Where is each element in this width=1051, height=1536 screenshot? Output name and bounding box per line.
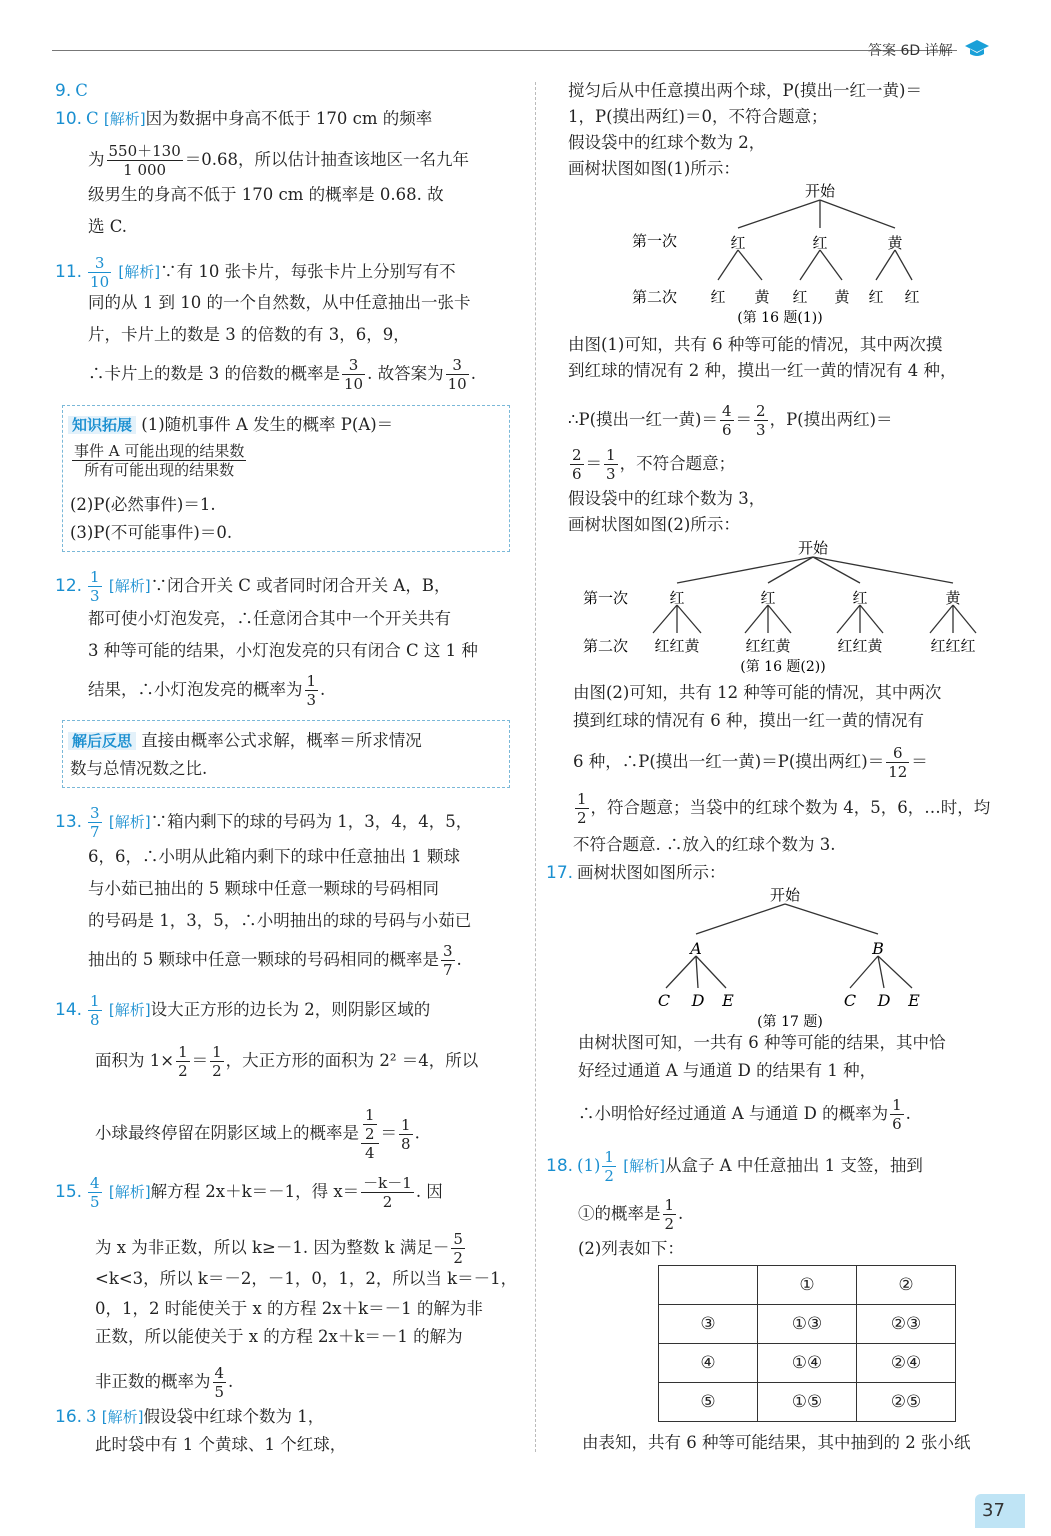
reflect-line2: 数与总情况数之比. <box>70 759 208 778</box>
q11-line4: ∴卡片上的数是 3 的倍数的概率是 $\frac{3}{10}$ . 故答案为 $\frac{3}{10}$ . <box>88 356 476 393</box>
table-row <box>659 1344 956 1383</box>
q16-r8: $\frac{2}{6}$ ＝ $\frac{1}{3}$ ，不符合题意； <box>572 446 736 483</box>
table-cell: ⑤ <box>659 1383 758 1422</box>
tree3-l2-node: E <box>908 991 920 1010</box>
q16-r12: 摸到红球的情况有 6 种，摸出一红一黄的情况有 <box>573 711 924 730</box>
q18-line4: 由表知，共有 6 种等可能结果，其中抽到的 2 张小纸 <box>582 1433 971 1452</box>
table-cell: ②③ <box>857 1305 956 1344</box>
header-title: 答案 6D 详解 <box>868 43 953 59</box>
q12-line1: 12. $\frac{1}{3}$ [解析]∵闭合开关 C 或者同时闭合开关 A，B， <box>55 568 451 605</box>
reflect-line1: 解后反思 直接由概率公式求解，概率＝所求情况 <box>68 730 422 752</box>
table-cell: ③ <box>659 1305 758 1344</box>
q16-r2: 1，P(摸出两红)＝0，不符合题意； <box>568 107 828 126</box>
tree-diagram-3 <box>640 882 940 1032</box>
tree1-l2-node: 红 <box>792 288 808 306</box>
knowledge-fraction: 事件 A 可能出现的结果数 所有可能出现的结果数 <box>74 442 245 479</box>
table-cell: ④ <box>659 1344 758 1383</box>
q15-line4: 0，1，2 时能使关于 x 的方程 2x＋k＝－1 的解为非 <box>95 1299 483 1318</box>
q16-r6: 到红球的情况有 2 种，摸出一红一黄的情况有 4 种， <box>568 361 957 380</box>
tree2-l1-node: 黄 <box>945 589 961 607</box>
tree2-caption: (第 16 题(2)) <box>740 659 826 675</box>
q16-r7: ∴P(摸出一红一黄)＝ $\frac{4}{6}$ ＝ $\frac{2}{3}$ ，P(摸出两红)＝ <box>568 402 893 439</box>
knowledge-line2: (2)P(必然事件)＝1. <box>70 495 216 514</box>
table-row <box>659 1305 956 1344</box>
table-cell <box>659 1266 758 1305</box>
q16-r1: 搅匀后从中任意摸出两个球，P(摸出一红一黄)＝ <box>568 81 922 100</box>
table-cell: ①④ <box>758 1344 857 1383</box>
q11-line1: 11. $\frac{3}{10}$ [解析]∵有 10 张卡片，每张卡片上分别写有不 <box>55 254 456 291</box>
q16-r5: 由图(1)可知，共有 6 种等可能的情况，其中两次摸 <box>568 335 943 354</box>
q10-line4: 选 C. <box>88 217 128 236</box>
q10-line1: 10. C [解析]因为数据中身高不低于 170 cm 的频率 <box>55 109 433 129</box>
tree1-l1-node: 黄 <box>887 234 903 252</box>
column-divider <box>535 82 536 1452</box>
tree1-l1-node: 红 <box>812 234 828 252</box>
q17-line1: 由树状图可知，一共有 6 种等可能的结果，其中恰 <box>578 1033 946 1052</box>
outcome-table <box>658 1265 956 1422</box>
q12-line3: 3 种等可能的结果，小灯泡发亮的只有闭合 C 这 1 种 <box>88 641 478 660</box>
header-rule <box>52 50 957 51</box>
q15-line1: 15. $\frac{4}{5}$ [解析]解方程 2x＋k＝－1，得 x＝ $\frac{-k-1}{2}$ . 因 <box>55 1174 443 1211</box>
knowledge-line1: 知识拓展 (1)随机事件 A 发生的概率 P(A)＝ <box>68 414 393 436</box>
q14-line2: 面积为 1× $\frac{1}{2}$ ＝ $\frac{1}{2}$ ，大正方形的面积为 2² ＝4，所以 <box>95 1043 479 1080</box>
q15-line5: 正数，所以能使关于 x 的方程 2x＋k＝－1 的解为 <box>95 1327 463 1346</box>
table-cell: ②⑤ <box>857 1383 956 1422</box>
q16-r11: 由图(2)可知，共有 12 种等可能的情况，其中两次 <box>573 683 942 702</box>
tree3-l2-node: D <box>877 991 891 1010</box>
table-cell: ①⑤ <box>758 1383 857 1422</box>
q13-line5: 抽出的 5 颗球中任意一颗球的号码相同的概率是 $\frac{3}{7}$ . <box>88 942 462 979</box>
tree1-l1-node: 红 <box>730 234 746 252</box>
q13-line1: 13. $\frac{3}{7}$ [解析]∵箱内剩下的球的号码为 1，3，4，4，5， <box>55 804 473 841</box>
tree1-start: 开始 <box>804 182 836 200</box>
tree2-l1-node: 红 <box>760 589 776 607</box>
tree2-l2-node: 红红黄 <box>654 637 700 655</box>
tree3-caption: (第 17 题) <box>757 1014 823 1030</box>
tree1-l2-node: 红 <box>904 288 920 306</box>
tree-diagram-1 <box>620 180 940 330</box>
tree-diagram-2 <box>575 535 995 680</box>
q11-line2: 同的从 1 到 10 的一个自然数，从中任意抽出一张卡 <box>88 293 471 312</box>
q13-line4: 的号码是 1，3，5，∴小明抽出的球的号码与小茹已 <box>88 911 472 930</box>
q16-r14: $\frac{1}{2}$ ，符合题意；当袋中的红球个数为 4，5，6，…时，均 <box>577 790 991 827</box>
tree2-row1-label: 第一次 <box>583 589 629 607</box>
q14-line3: 小球最终停留在阴影区域上的概率是 $\frac{\frac{1}{2}}{4}$ ＝ $\frac{1}{8}$ . <box>95 1106 420 1162</box>
q9: 9. C <box>55 81 88 101</box>
tree2-l2-node: 红红黄 <box>745 637 791 655</box>
q16-r10: 画树状图如图(2)所示： <box>568 515 740 534</box>
q13-line2: 6，6，∴小明从此箱内剩下的球中任意抽出 1 颗球 <box>88 847 460 866</box>
tree1-row1-label: 第一次 <box>632 232 678 250</box>
tree3-l2-node: D <box>691 991 705 1010</box>
tree3-l2-node: C <box>657 991 671 1010</box>
tree2-start: 开始 <box>797 539 829 557</box>
q10-line3: 级男生的身高不低于 170 cm 的概率是 0.68. 故 <box>88 185 444 204</box>
tree1-caption: (第 16 题(1)) <box>737 310 823 326</box>
tree2-l1-node: 红 <box>852 589 868 607</box>
q12-line4: 结果，∴小灯泡发亮的概率为 $\frac{1}{3}$ . <box>88 672 326 709</box>
q18-line3: (2)列表如下： <box>578 1239 684 1258</box>
tree1-l2-node: 红 <box>710 288 726 306</box>
page-number: 37 <box>982 1500 1005 1521</box>
tree2-l1-node: 红 <box>669 589 685 607</box>
tree1-row2-label: 第二次 <box>632 288 678 306</box>
table-cell: ② <box>857 1266 956 1305</box>
q17-line3: ∴小明恰好经过通道 A 与通道 D 的概率为 $\frac{1}{6}$ . <box>578 1096 911 1133</box>
tree3-l1-node: A <box>690 939 702 958</box>
q16-r13: 6 种，∴P(摸出一红一黄)＝P(摸出两红)＝ $\frac{6}{12}$ ＝ <box>573 744 928 781</box>
table-cell: ②④ <box>857 1344 956 1383</box>
knowledge-line3: (3)P(不可能事件)＝0. <box>70 523 233 542</box>
tree2-l2-node: 红红黄 <box>837 637 883 655</box>
q18-line1: 18. (1) $\frac{1}{2}$ [解析]从盒子 A 中任意抽出 1 支签，抽到 <box>546 1148 923 1185</box>
q16-r3: 假设袋中的红球个数为 2， <box>568 133 766 152</box>
q15-line2: 为 x 为非正数，所以 k≥－1. 因为整数 k 满足－ $\frac{5}{2}$ <box>95 1230 463 1267</box>
q17-line2: 好经过通道 A 与通道 D 的结果有 1 种， <box>578 1061 877 1080</box>
table-cell: ①③ <box>758 1305 857 1344</box>
tree1-l2-node: 黄 <box>754 288 770 306</box>
q12-line2: 都可使小灯泡发亮，∴任意闭合其中一个开关共有 <box>88 609 451 628</box>
q16-line1: 16. 3 [解析]假设袋中红球个数为 1， <box>55 1407 325 1427</box>
table-row <box>659 1383 956 1422</box>
q11-line3: 片，卡片上的数是 3 的倍数的有 3，6，9， <box>88 325 410 344</box>
q15-line6: 非正数的概率为 $\frac{4}{5}$ . <box>95 1364 234 1401</box>
q15-line3: <k<3，所以 k＝－2，－1，0，1，2，所以当 k＝－1， <box>95 1269 518 1288</box>
table-cell: ① <box>758 1266 857 1305</box>
tree3-l2-node: E <box>722 991 734 1010</box>
q16-r15: 不符合题意. ∴放入的红球个数为 3. <box>573 835 836 854</box>
tree3-start: 开始 <box>769 886 801 904</box>
table-row <box>659 1266 956 1305</box>
q16-r9: 假设袋中的红球个数为 3， <box>568 489 766 508</box>
q10-line2: 为 $\frac{550+130}{1 000}$ ＝0.68，所以估计抽查该地区一名九年 <box>88 142 470 179</box>
q14-line1: 14. $\frac{1}{8}$ [解析]设大正方形的边长为 2，则阴影区域的 <box>55 992 431 1029</box>
graduation-cap-icon <box>964 38 990 58</box>
q17-line0: 17. 画树状图如图所示： <box>546 863 726 883</box>
tree2-row2-label: 第二次 <box>583 637 629 655</box>
tree1-l2-node: 红 <box>868 288 884 306</box>
q16-line2: 此时袋中有 1 个黄球、1 个红球， <box>95 1435 347 1454</box>
q13-line3: 与小茹已抽出的 5 颗球中任意一颗球的号码相同 <box>88 879 439 898</box>
tree3-l1-node: B <box>872 939 884 958</box>
q16-r4: 画树状图如图(1)所示： <box>568 159 740 178</box>
tree1-l2-node: 黄 <box>834 288 850 306</box>
tree2-l2-node: 红红红 <box>930 637 976 655</box>
tree3-l2-node: C <box>843 991 857 1010</box>
q18-line2: ①的概率是 $\frac{1}{2}$ . <box>578 1196 684 1233</box>
